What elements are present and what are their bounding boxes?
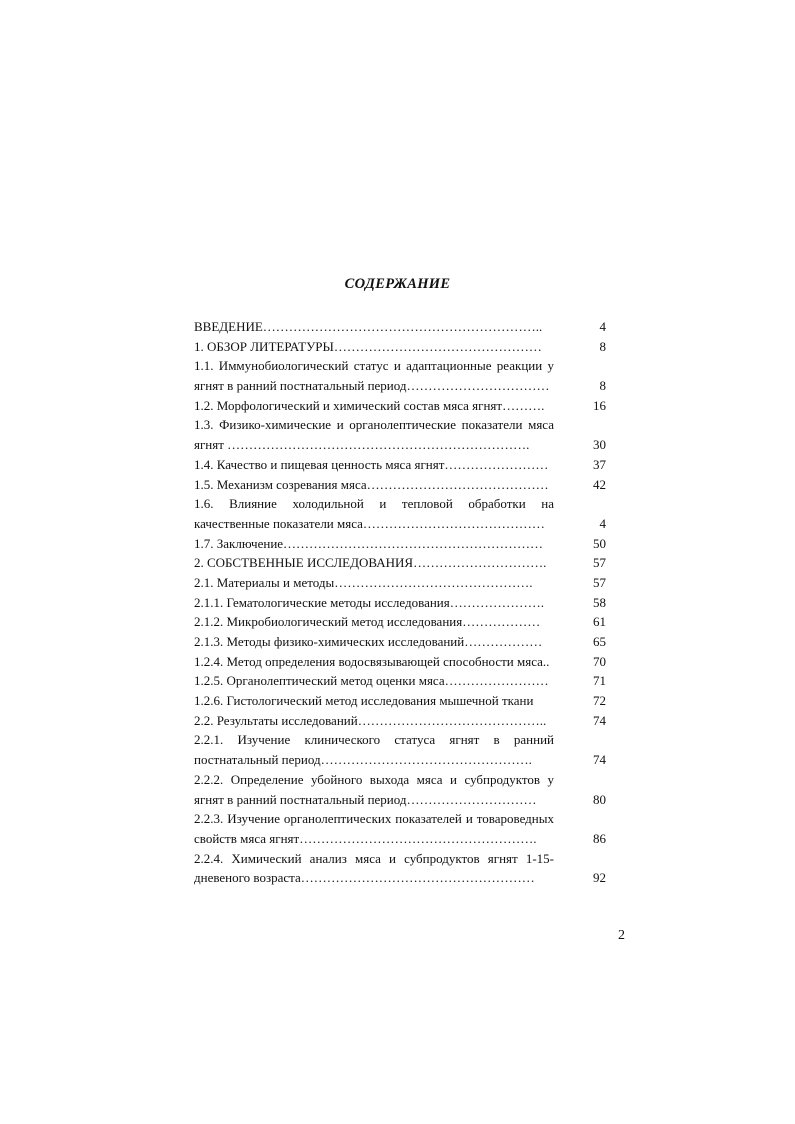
toc-entry-page: 4 [599, 515, 606, 531]
toc-entry-page: 50 [593, 535, 606, 551]
toc-entry-text: 1.2. Морфологический и химический состав мяса ягнят………. [194, 397, 545, 413]
toc-entry [194, 849, 606, 869]
toc-entry-page: 86 [593, 830, 606, 846]
toc-entry-text: 1.3. Физико-химические и органолептические показатели мяса [194, 417, 554, 433]
toc-entry-text: 1.7. Заключение…………………………………………………… [194, 535, 544, 551]
page-title: СОДЕРЖАНИЕ [344, 276, 451, 292]
toc-entry-text: 1.2.4. Метод определения водосвязывающей способности мяса.. [194, 653, 550, 669]
toc-entry-page: 58 [593, 594, 606, 610]
toc-entry-text: постнатальный период…………………………………………. [194, 752, 532, 768]
toc-entry [194, 376, 606, 396]
toc-entry [194, 553, 606, 573]
toc-entry-text: 2.2.2. Определение убойного выхода мяса и субпродуктов у [194, 771, 554, 787]
toc-entry-page: 65 [593, 634, 606, 649]
toc-entry-page: 70 [593, 653, 606, 669]
toc-entry [194, 593, 606, 613]
toc-entry-text: ягнят ……………………………………………………………. [194, 437, 530, 453]
toc-entry [194, 809, 606, 829]
toc-entry [194, 415, 606, 435]
toc-entry [194, 317, 606, 337]
table-of-contents [194, 317, 606, 888]
toc-entry-page: 72 [593, 693, 606, 709]
toc-entry [194, 770, 606, 790]
toc-entry [194, 573, 606, 593]
toc-entry [194, 632, 606, 652]
toc-entry-text: дневеного возраста……………………………………………… [194, 870, 535, 886]
toc-entry-text: 1.6. Влияние холодильной и тепловой обработки на [194, 496, 554, 512]
toc-entry-text: 1.2.6. Гистологический метод исследования мышечной ткани [194, 693, 534, 709]
toc-entry-text: 2.1.3. Методы физико-химических исследований……………… [194, 634, 543, 649]
page-number: 2 [618, 928, 625, 943]
toc-entry [194, 435, 606, 455]
toc-entry-text: 1.1. Иммунобиологический статус и адаптационные реакции у [194, 358, 554, 374]
toc-entry-page: 8 [599, 378, 606, 394]
toc-entry [194, 691, 606, 711]
toc-entry-page: 80 [593, 791, 606, 807]
toc-entry-text: 2.1.1. Гематологические методы исследования…………………. [194, 594, 544, 610]
toc-entry-text: 1.2.5. Органолептический метод оценки мяса…………………… [194, 673, 549, 689]
toc-entry-page: 92 [593, 870, 606, 886]
toc-entry-page: 57 [593, 555, 606, 571]
toc-entry [194, 475, 606, 495]
toc-entry-page: 4 [599, 319, 606, 334]
toc-entry [194, 671, 606, 691]
toc-entry [194, 730, 606, 750]
toc-entry [194, 750, 606, 770]
toc-entry [194, 868, 606, 888]
toc-entry-text: 1.4. Качество и пищевая ценность мяса ягнят…………………… [194, 456, 549, 472]
toc-entry [194, 612, 606, 632]
toc-entry-text: 2.1.2. Микробиологический метод исследования……………… [194, 614, 541, 630]
toc-entry [194, 396, 606, 416]
toc-entry-page: 37 [593, 456, 606, 472]
toc-entry-page: 61 [593, 614, 606, 630]
toc-entry-page: 57 [593, 574, 606, 590]
toc-entry-text: 2.2.1. Изучение клинического статуса ягнят в ранний [194, 732, 554, 748]
toc-entry-page: 42 [593, 476, 606, 492]
toc-entry [194, 514, 606, 534]
toc-entry [194, 534, 606, 554]
toc-entry-text: 1.5. Механизм созревания мяса…………………………………… [194, 476, 549, 492]
toc-entry-text: ягнят в ранний постнатальный период…………………………… [194, 378, 550, 394]
toc-entry-text: 1. ОБЗОР ЛИТЕРАТУРЫ………………………………………… [194, 338, 542, 354]
toc-entry-page: 71 [593, 673, 606, 689]
toc-entry [194, 455, 606, 475]
toc-entry-text: ВВЕДЕНИЕ……………………………………………………….. [194, 319, 543, 334]
toc-entry-page: 74 [593, 752, 606, 768]
toc-entry [194, 711, 606, 731]
toc-entry-text: 2. СОБСТВЕННЫЕ ИССЛЕДОВАНИЯ…………………………. [194, 555, 547, 571]
toc-entry-page: 16 [593, 397, 606, 413]
toc-entry-page: 74 [593, 712, 606, 728]
toc-entry-page: 30 [593, 437, 606, 453]
toc-entry-text: качественные показатели мяса…………………………………… [194, 515, 545, 531]
toc-entry-page: 8 [599, 338, 606, 354]
toc-entry-text: 2.1. Материалы и методы………………………………………. [194, 574, 533, 590]
toc-entry-text: 2.2.3. Изучение органолептических показателей и товароведных [194, 811, 554, 827]
toc-entry [194, 356, 606, 376]
toc-entry-text: 2.2. Результаты исследований…………………………………….. [194, 712, 547, 728]
toc-entry-text: 2.2.4. Химический анализ мяса и субпродуктов ягнят 1-15- [194, 850, 554, 866]
toc-entry [194, 790, 606, 810]
toc-entry-text: свойств мяса ягнят………………………………………………. [194, 830, 537, 846]
toc-entry [194, 494, 606, 514]
toc-entry-text: ягнят в ранний постнатальный период………………………… [194, 791, 537, 807]
toc-entry [194, 829, 606, 849]
toc-entry [194, 652, 606, 672]
toc-entry [194, 337, 606, 357]
